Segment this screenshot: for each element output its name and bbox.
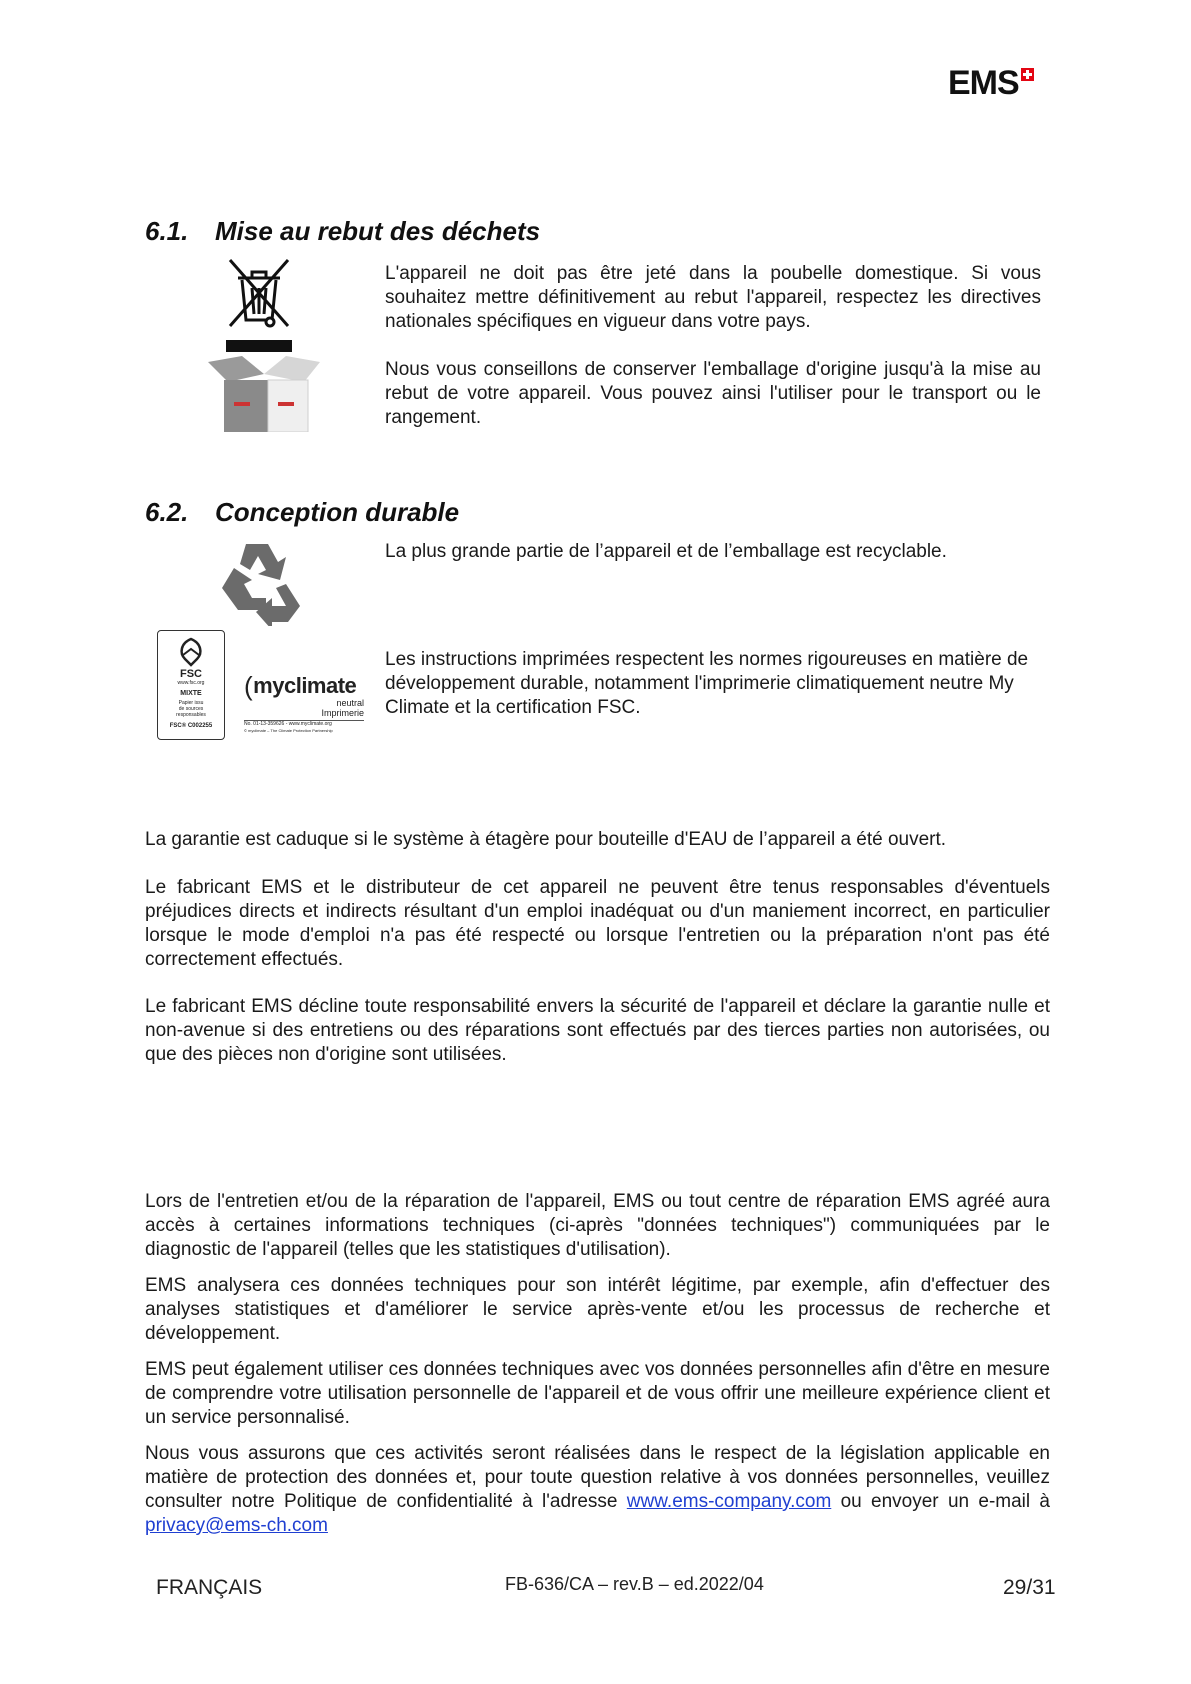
weee-bin-icon [222,256,296,356]
ems-logo [948,64,1034,103]
company-website-link[interactable]: www.ems-company.com [626,1491,832,1512]
privacy-paragraph-2: EMS analysera ces données techniques pour son intérêt légitime, par exemple, afin d'effectuer des analyses statistiques et d'améliorer le service après-vente et/ou les processus de recherche et développement. [145,1275,1050,1344]
myclimate-number: No. 01-13-359626 - www.myclimate.org [244,720,364,728]
fsc-desc-1: Papier issu [178,700,204,706]
section-title-disposal [145,216,540,247]
swiss-cross-icon [1021,68,1034,81]
privacy-paragraph-1: Lors de l'entretien et/ou de la réparation de l'appareil, EMS ou tout centre de réparation EMS agréé aura accès à certaines informations techniques (ci-après "données techniques") communiquées par le diagnostic de l'appareil (telles que les statistiques d'utilisation). [145,1191,1050,1260]
disposal-paragraph-1: L'appareil ne doit pas être jeté dans la poubelle domestique. Si vous souhaitez mettre définitivement au rebut l'appareil, respectez les directives nationales spécifiques en vigueur dans votre pays. [385,263,1041,332]
section-number: 6.1. [145,216,189,246]
recyclable-paragraph: La plus grande partie de l’appareil et de l’emballage est recyclable. [385,541,947,562]
section-title-sustainable [145,497,459,528]
section-title-text: Mise au rebut des déchets [215,216,541,246]
fsc-tree-icon [171,635,211,669]
recycle-icon [216,540,304,626]
section-title-text: Conception durable [215,497,460,527]
privacy-text-middle: ou envoyer un e-mail à [831,1491,1050,1512]
warranty-paragraph-2: Le fabricant EMS et le distributeur de cet appareil ne peuvent être tenus responsables d'éventuels préjudices directs et indirects résultant d'un emploi inadéquat ou d'un maniement incorrect, en particulier lorsque le mode d'emploi n'a pas été respecté ou lorsque l'entretien ou la préparation n'ont pas été correctement effectués. [145,877,1050,970]
fsc-code: FSC® C002255 [169,723,213,729]
fsc-desc-3: responsables [176,712,206,718]
privacy-paragraph-3: EMS peut également utiliser ces données techniques avec vos données personnelles afin d'être en mesure de comprendre votre utilisation personnelle de l'appareil et de vous offrir une meilleure expérience client et un service personnalisé. [145,1359,1050,1428]
warranty-paragraph-3: Le fabricant EMS décline toute responsabilité envers la sécurité de l'appareil et déclare la garantie nulle et non-avenue si des entretiens ou des réparations sont effectués par des tierces parties non autorisées, ou que des pièces non d'origine sont utilisées. [145,996,1050,1065]
fsc-brand: FSC [180,668,202,680]
printing-paragraph: Les instructions imprimées respectent les normes rigoureuses en matière de développement durable, notamment l'imprimerie climatiquement neutre My Climate et la certification FSC. [385,649,1029,718]
myclimate-copyright: © myclimate – The Climate Protection Partnership [244,728,333,733]
privacy-email-link[interactable]: privacy@ems-ch.com [145,1515,328,1536]
footer-page-number: 29/31 [1003,1576,1056,1599]
footer-doc-ref: FB-636/CA – rev.B – ed.2022/04 [505,1574,764,1594]
fsc-category: MIXTE [180,690,202,697]
myclimate-imprimerie: Imprimerie [321,708,364,718]
privacy-text-before: Nous vous assurons que ces activités seront réalisées dans le respect de la législation applicable en matière de protection des données et, pour toute question relative à vos données personnelles, veuillez consulter notre Politique de confidentialité à l'adresse [145,1443,1050,1512]
footer-language: FRANÇAIS [156,1576,263,1599]
privacy-paragraph-4 [145,1442,1050,1538]
packaging-box-icon [208,356,320,432]
warranty-paragraph-1: La garantie est caduque si le système à étagère pour bouteille d'EAU de l’appareil a été ouvert. [145,829,947,850]
section-number: 6.2. [145,497,189,527]
ems-logo-text: EMS [948,64,1019,102]
myclimate-brand: myclimate [253,673,357,698]
myclimate-label [244,671,364,740]
disposal-paragraph-2: Nous vous conseillons de conserver l'emballage d'origine jusqu'à la mise au rebut de votre appareil. Vous pouvez ainsi l'utiliser pour le transport ou le rangement. [385,359,1041,428]
fsc-desc-2: de sources [178,706,204,712]
myclimate-neutral: neutral [336,698,364,708]
fsc-site: www.fsc.org [177,680,205,686]
cloud-bracket-icon: ( [244,671,253,701]
fsc-label [157,630,225,740]
